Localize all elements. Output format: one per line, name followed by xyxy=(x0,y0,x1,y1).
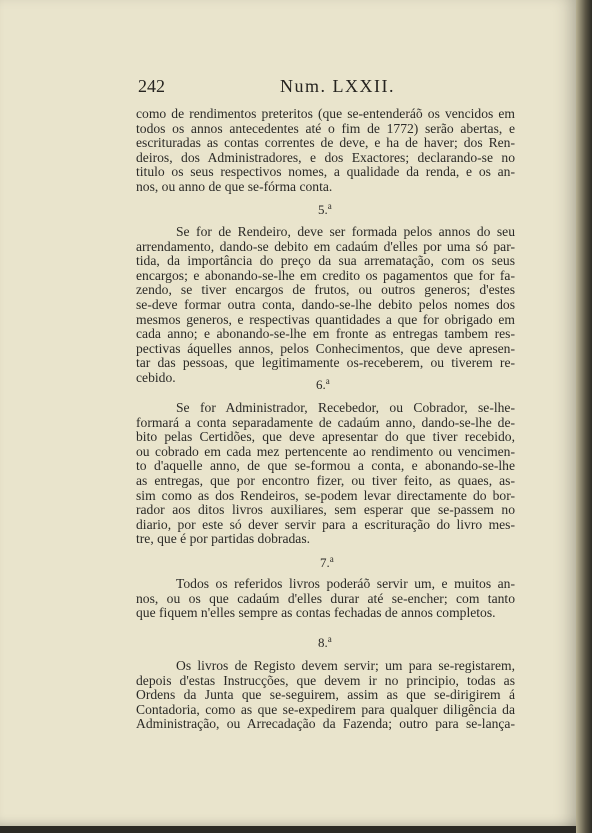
text-line: as entregas, que por encontro fizer, ou tiver feito, as quaes, as- xyxy=(136,472,515,488)
text-line: Administração, ou Arrecadação da Fazenda; outro para se-lança- xyxy=(136,716,515,732)
section-number-5: 5.$^a$ xyxy=(318,201,332,217)
text-line: escrituradas as contas correntes de deve, e ha de haver; dos Ren- xyxy=(136,135,515,151)
text-line: sim como as dos Rendeiros, se-podem levar directamente do bor- xyxy=(136,487,515,503)
text-line: encargos; e abonando-se-lhe em credito os pagamentos que for fa- xyxy=(136,267,515,283)
text-line: nos, ou anno de que se-fórma conta. xyxy=(136,178,333,194)
text-line: Ordens da Junta que se-seguirem, assim as que se-dirigirem á xyxy=(136,687,515,703)
paragraph-administrador xyxy=(136,401,515,547)
text-line: arrendamento, dando-se debito em cadaúm d'elles por uma só par- xyxy=(136,238,515,254)
section-number-8: 8.$^a$ xyxy=(318,634,332,650)
section-number-6: 6.$^a$ xyxy=(316,376,330,392)
text-line: nos, ou os que cadaúm d'elles durar até se-encher; com tanto xyxy=(136,590,515,606)
paragraph-intro xyxy=(136,107,515,195)
text-line: mesmos generos, e respectivas quantidades a que for obrigado em xyxy=(136,311,515,327)
text-line: pectivas áquelles annos, pelos Conhecimentos, que deve apresen- xyxy=(136,340,515,356)
text-line: deiros, dos Administradores, e dos Exactores; declarando-se no xyxy=(136,149,515,165)
page-number: 242 xyxy=(138,76,165,96)
text-line: Os livros de Registo devem servir; um para se-registarem, xyxy=(176,658,515,673)
text-line: rador aos ditos livros auxiliares, sem esperar que se-passem no xyxy=(136,502,515,518)
text-line: que fiquem n'elles sempre as contas fechadas de annos completos. xyxy=(136,605,496,621)
book-gutter xyxy=(576,0,592,833)
text-line: Se for de Rendeiro, deve ser formada pelos annos do seu xyxy=(176,224,515,239)
text-line: tre, que é por partidas dobradas. xyxy=(136,531,311,547)
text-line: cebido. xyxy=(136,369,176,385)
running-header: Num. LXXII. xyxy=(280,76,395,96)
text-line: Se for Administrador, Recebedor, ou Cobrador, se-lhe- xyxy=(176,400,515,415)
text-line: cada anno; e abonando-se-lhe em fronte as entregas tambem res- xyxy=(136,326,515,342)
text-line: todos os annos antecedentes até o fim de 1772) serão abertas, e xyxy=(136,120,515,136)
text-line: tida, da importância do preço da sua arrematação, com os seus xyxy=(136,253,515,269)
text-line: Contadoria, como as que se-expedirem para qualquer diligência da xyxy=(136,701,515,717)
text-line: Todos os referidos livros poderáõ servir um, e muitos an- xyxy=(176,576,515,591)
paragraph-rendeiro xyxy=(136,225,515,386)
text-line: depois d'estas Instrucções, que devem ir no principio, todas as xyxy=(136,672,515,688)
text-line: como de rendimentos preteritos (que se-entenderáõ os vencidos em xyxy=(136,106,515,121)
text-line: ou cobrado em cada mez pertencente ao rendimento ou vencimen- xyxy=(136,443,515,459)
text-line: bito pelas Certidões, que deve apresentar do que tiver recebido, xyxy=(136,429,515,445)
section-number-7: 7.$^a$ xyxy=(320,554,334,570)
text-line: diario, por este só dever servir para a escrituração do livro mes- xyxy=(136,516,515,532)
text-line: zendo, se tiver encargos de frutos, ou outros generos; d'estes xyxy=(136,282,515,298)
text-line: tar das pessoas, que legitimamente os-receberem, ou tiverem re- xyxy=(136,355,515,371)
text-line: titulo os seus respectivos nomes, a qualidade da renda, e os an- xyxy=(136,164,515,180)
paragraph-livros xyxy=(136,577,515,621)
text-line: to d'aquelle anno, de que se-formou a conta, e abonando-se-lhe xyxy=(136,458,515,474)
paragraph-registo xyxy=(136,659,515,732)
text-line: se-deve formar outra conta, dando-se-lhe debito pelos nomes dos xyxy=(136,296,515,312)
text-line: formará a conta separadamente de cadaúm anno, dando-se-lhe de- xyxy=(136,414,515,430)
